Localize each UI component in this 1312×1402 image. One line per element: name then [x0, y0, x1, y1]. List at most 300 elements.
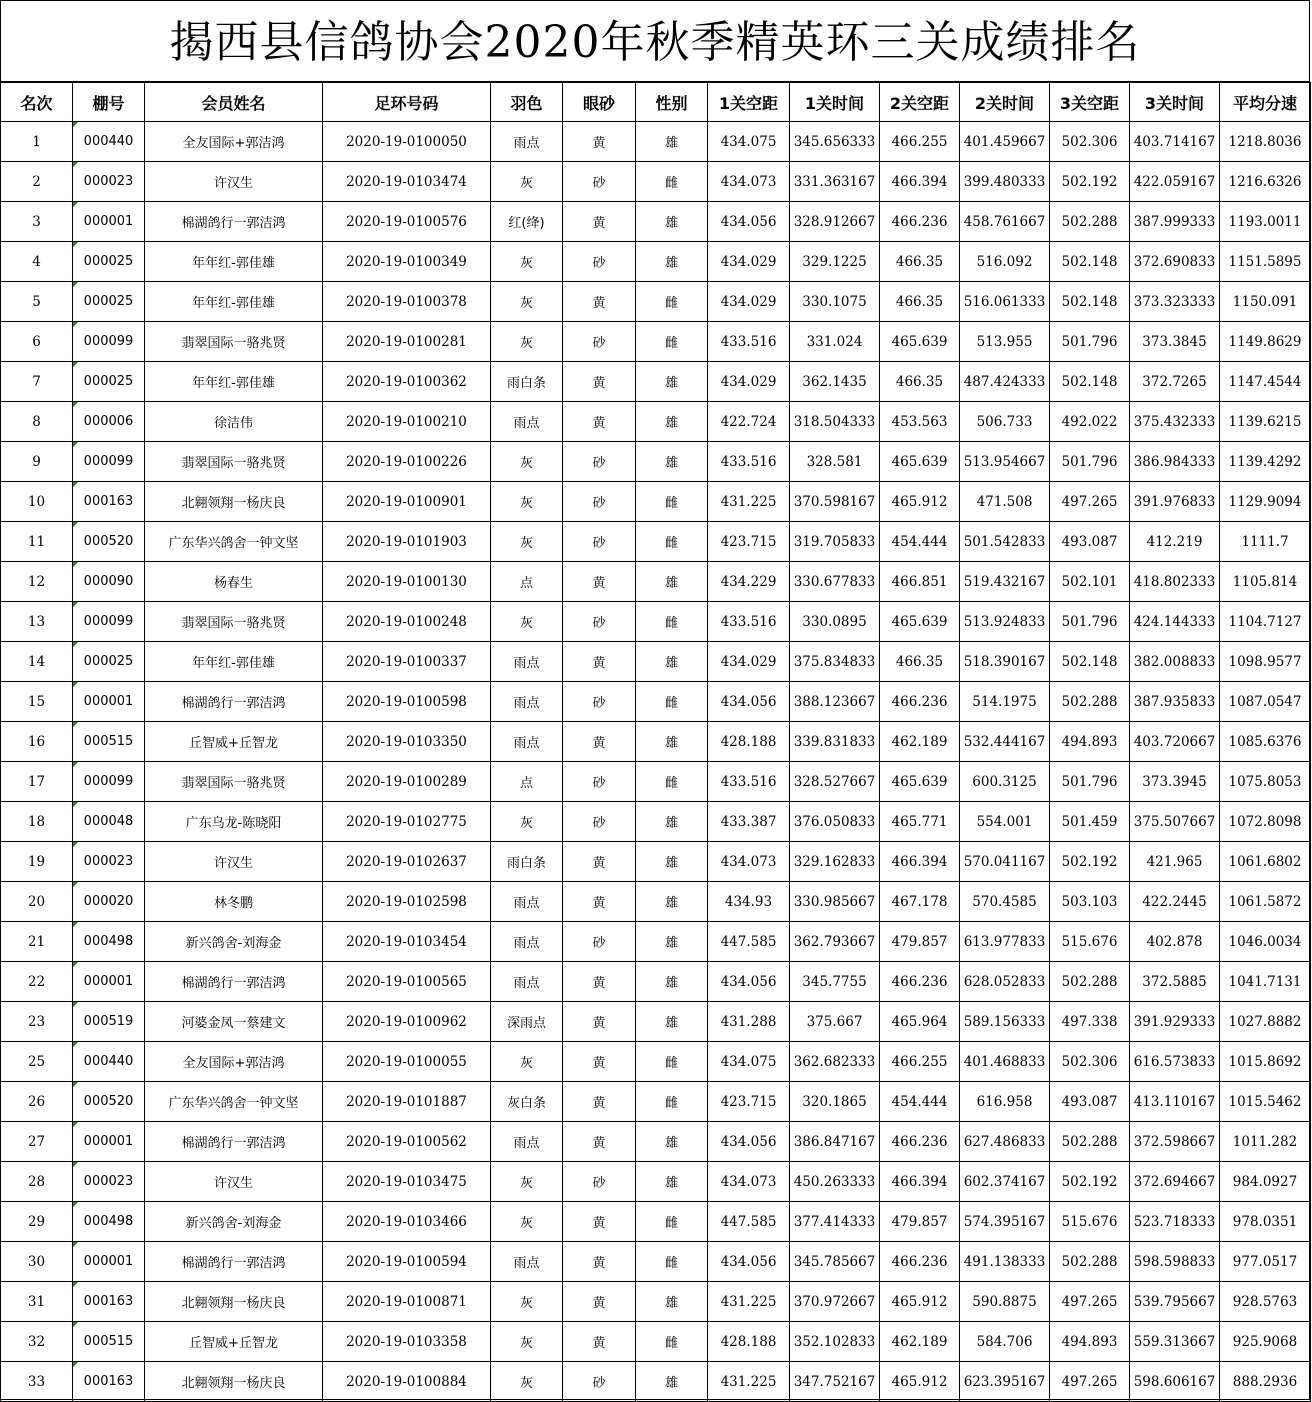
cell-stage1-distance: 433.387 [708, 802, 790, 842]
cell-sex: 雄 [636, 1282, 708, 1322]
cell-feather-color: 灰 [491, 1322, 563, 1362]
cell-eye-sand: 黄 [563, 202, 636, 242]
cell-sex: 雌 [636, 522, 708, 562]
cell-ring-number: 2020-19-0101903 [323, 522, 491, 562]
cell-rank: 17 [1, 762, 73, 802]
cell-sex: 雄 [636, 1362, 708, 1402]
cell-ring-number: 2020-19-0100248 [323, 602, 491, 642]
cell-loft-no: 000023 [73, 1162, 145, 1202]
cell-stage2-distance: 466.236 [880, 202, 960, 242]
table-row [1, 1042, 1311, 1082]
table-row [1, 202, 1311, 242]
cell-stage3-time: 373.3945 [1130, 762, 1220, 802]
table-row [1, 1162, 1311, 1202]
cell-member-name: 北翱领翔一杨庆良 [145, 482, 323, 522]
cell-feather-color: 雨白条 [491, 842, 563, 882]
cell-average-speed: 977.0517 [1220, 1242, 1311, 1282]
table-row [1, 1082, 1311, 1122]
cell-stage2-distance: 465.639 [880, 442, 960, 482]
cell-ring-number: 2020-19-0100337 [323, 642, 491, 682]
cell-stage1-time: 331.363167 [790, 162, 880, 202]
cell-eye-sand: 砂 [563, 522, 636, 562]
cell-stage1-time: 319.705833 [790, 522, 880, 562]
cell-sex: 雌 [636, 322, 708, 362]
column-header-stage2-time: 2关时间 [960, 83, 1050, 122]
cell-average-speed: 888.2936 [1220, 1362, 1311, 1402]
cell-stage3-time: 424.144333 [1130, 602, 1220, 642]
cell-stage2-distance: 466.236 [880, 1242, 960, 1282]
cell-stage3-distance: 502.101 [1050, 562, 1130, 602]
cell-stage2-time: 584.706 [960, 1322, 1050, 1362]
cell-average-speed: 1139.4292 [1220, 442, 1311, 482]
cell-stage1-distance: 447.585 [708, 1202, 790, 1242]
cell-member-name: 许汉生 [145, 842, 323, 882]
cell-stage2-time: 399.480333 [960, 162, 1050, 202]
cell-stage2-time: 501.542833 [960, 522, 1050, 562]
cell-stage3-distance: 502.288 [1050, 682, 1130, 722]
cell-ring-number: 2020-19-0100349 [323, 242, 491, 282]
cell-loft-no: 000520 [73, 522, 145, 562]
cell-stage2-time: 458.761667 [960, 202, 1050, 242]
cell-sex: 雌 [636, 682, 708, 722]
cell-feather-color: 雨点 [491, 122, 563, 162]
table-row [1, 402, 1311, 442]
cell-feather-color: 雨点 [491, 922, 563, 962]
cell-rank: 31 [1, 1282, 73, 1322]
cell-rank: 25 [1, 1042, 73, 1082]
cell-stage1-time: 352.102833 [790, 1322, 880, 1362]
cell-stage3-time: 598.598833 [1130, 1242, 1220, 1282]
cell-loft-no: 000001 [73, 202, 145, 242]
cell-eye-sand: 砂 [563, 682, 636, 722]
column-header-eye-sand: 眼砂 [563, 83, 636, 122]
cell-stage3-distance: 502.306 [1050, 122, 1130, 162]
cell-stage3-time: 382.008833 [1130, 642, 1220, 682]
column-header-stage1-time: 1关时间 [790, 83, 880, 122]
cell-sex: 雌 [636, 1202, 708, 1242]
table-row [1, 1242, 1311, 1282]
cell-member-name: 广东华兴鸽舍一钟文坚 [145, 1082, 323, 1122]
cell-rank: 23 [1, 1002, 73, 1042]
cell-average-speed: 1087.0547 [1220, 682, 1311, 722]
cell-average-speed: 1098.9577 [1220, 642, 1311, 682]
cell-stage2-time: 554.001 [960, 802, 1050, 842]
cell-stage2-distance: 479.857 [880, 1202, 960, 1242]
cell-rank: 3 [1, 202, 73, 242]
cell-ring-number: 2020-19-0103474 [323, 162, 491, 202]
cell-stage3-distance: 497.338 [1050, 1002, 1130, 1042]
cell-rank: 13 [1, 602, 73, 642]
cell-stage3-time: 372.690833 [1130, 242, 1220, 282]
cell-stage1-time: 329.162833 [790, 842, 880, 882]
cell-eye-sand: 黄 [563, 402, 636, 442]
cell-stage1-time: 328.912667 [790, 202, 880, 242]
cell-feather-color: 雨点 [491, 682, 563, 722]
cell-loft-no: 000001 [73, 1122, 145, 1162]
cell-average-speed: 1061.5872 [1220, 882, 1311, 922]
cell-stage2-distance: 466.394 [880, 842, 960, 882]
cell-member-name: 杨春生 [145, 562, 323, 602]
cell-stage3-distance: 501.459 [1050, 802, 1130, 842]
cell-member-name: 河婆金凤一蔡建文 [145, 1002, 323, 1042]
cell-member-name: 林冬鹏 [145, 882, 323, 922]
column-header-stage3-distance: 3关空距 [1050, 83, 1130, 122]
cell-ring-number: 2020-19-0103358 [323, 1322, 491, 1362]
cell-stage3-time: 375.432333 [1130, 402, 1220, 442]
cell-stage3-distance: 502.288 [1050, 962, 1130, 1002]
cell-stage2-distance: 465.771 [880, 802, 960, 842]
cell-ring-number: 2020-19-0100598 [323, 682, 491, 722]
cell-eye-sand: 砂 [563, 242, 636, 282]
cell-stage3-time: 373.323333 [1130, 282, 1220, 322]
cell-ring-number: 2020-19-0100362 [323, 362, 491, 402]
cell-feather-color: 雨白条 [491, 362, 563, 402]
table-row [1, 562, 1311, 602]
cell-feather-color: 灰 [491, 322, 563, 362]
cell-rank: 5 [1, 282, 73, 322]
cell-sex: 雄 [636, 962, 708, 1002]
cell-stage1-distance: 434.029 [708, 362, 790, 402]
cell-average-speed: 928.5763 [1220, 1282, 1311, 1322]
cell-ring-number: 2020-19-0102775 [323, 802, 491, 842]
cell-stage2-time: 602.374167 [960, 1162, 1050, 1202]
cell-loft-no: 000025 [73, 242, 145, 282]
cell-average-speed: 1111.7 [1220, 522, 1311, 562]
table-row [1, 1122, 1311, 1162]
cell-stage3-distance: 493.087 [1050, 522, 1130, 562]
cell-stage2-time: 401.468833 [960, 1042, 1050, 1082]
table-row [1, 722, 1311, 762]
cell-feather-color: 红(绛) [491, 202, 563, 242]
cell-sex: 雄 [636, 402, 708, 442]
cell-rank: 16 [1, 722, 73, 762]
cell-average-speed: 1193.0011 [1220, 202, 1311, 242]
cell-stage1-distance: 422.724 [708, 402, 790, 442]
cell-stage2-distance: 466.35 [880, 362, 960, 402]
cell-rank: 30 [1, 1242, 73, 1282]
cell-eye-sand: 黄 [563, 1282, 636, 1322]
table-row [1, 962, 1311, 1002]
cell-stage2-distance: 462.189 [880, 1322, 960, 1362]
cell-stage3-time: 391.976833 [1130, 482, 1220, 522]
cell-ring-number: 2020-19-0103466 [323, 1202, 491, 1242]
cell-stage3-time: 372.694667 [1130, 1162, 1220, 1202]
cell-member-name: 广东华兴鸽舍一钟文坚 [145, 522, 323, 562]
cell-stage3-time: 598.606167 [1130, 1362, 1220, 1402]
cell-member-name: 翡翠国际一骆兆贤 [145, 442, 323, 482]
cell-loft-no: 000090 [73, 562, 145, 602]
cell-stage1-distance: 434.075 [708, 1042, 790, 1082]
cell-sex: 雄 [636, 242, 708, 282]
cell-average-speed: 1061.6802 [1220, 842, 1311, 882]
cell-rank: 15 [1, 682, 73, 722]
cell-ring-number: 2020-19-0100576 [323, 202, 491, 242]
cell-stage3-distance: 501.796 [1050, 602, 1130, 642]
cell-stage3-distance: 497.265 [1050, 482, 1130, 522]
cell-stage1-time: 318.504333 [790, 402, 880, 442]
cell-stage1-distance: 428.188 [708, 722, 790, 762]
cell-sex: 雄 [636, 202, 708, 242]
cell-ring-number: 2020-19-0100594 [323, 1242, 491, 1282]
cell-feather-color: 灰 [491, 482, 563, 522]
cell-feather-color: 雨点 [491, 962, 563, 1002]
cell-eye-sand: 砂 [563, 1162, 636, 1202]
cell-stage1-time: 370.972667 [790, 1282, 880, 1322]
table-row [1, 1322, 1311, 1362]
cell-ring-number: 2020-19-0100565 [323, 962, 491, 1002]
cell-member-name: 棉湖鸽行一郭洁鸿 [145, 962, 323, 1002]
cell-member-name: 年年红-郭佳雄 [145, 242, 323, 282]
table-row [1, 842, 1311, 882]
cell-stage2-time: 516.061333 [960, 282, 1050, 322]
cell-feather-color: 灰白条 [491, 1082, 563, 1122]
table-row [1, 282, 1311, 322]
cell-rank: 29 [1, 1202, 73, 1242]
table-row [1, 1202, 1311, 1242]
table-row [1, 242, 1311, 282]
cell-rank: 8 [1, 402, 73, 442]
cell-stage2-time: 513.954667 [960, 442, 1050, 482]
cell-stage1-distance: 433.516 [708, 442, 790, 482]
cell-ring-number: 2020-19-0103350 [323, 722, 491, 762]
cell-stage1-distance: 434.073 [708, 162, 790, 202]
cell-stage1-time: 331.024 [790, 322, 880, 362]
cell-loft-no: 000440 [73, 1042, 145, 1082]
table-row [1, 882, 1311, 922]
cell-stage3-distance: 502.306 [1050, 1042, 1130, 1082]
cell-stage2-time: 589.156333 [960, 1002, 1050, 1042]
cell-rank: 21 [1, 922, 73, 962]
cell-loft-no: 000023 [73, 842, 145, 882]
cell-average-speed: 1075.8053 [1220, 762, 1311, 802]
cell-stage2-distance: 465.639 [880, 322, 960, 362]
cell-eye-sand: 黄 [563, 562, 636, 602]
cell-stage3-distance: 502.148 [1050, 282, 1130, 322]
cell-rank: 6 [1, 322, 73, 362]
cell-stage2-distance: 479.857 [880, 922, 960, 962]
cell-sex: 雄 [636, 1162, 708, 1202]
cell-stage2-distance: 466.35 [880, 242, 960, 282]
table-row [1, 322, 1311, 362]
cell-stage2-distance: 466.394 [880, 1162, 960, 1202]
cell-ring-number: 2020-19-0100871 [323, 1282, 491, 1322]
cell-rank: 12 [1, 562, 73, 602]
cell-feather-color: 灰 [491, 602, 563, 642]
column-header-stage1-distance: 1关空距 [708, 83, 790, 122]
cell-member-name: 许汉生 [145, 1162, 323, 1202]
cell-stage2-time: 401.459667 [960, 122, 1050, 162]
cell-stage1-time: 376.050833 [790, 802, 880, 842]
cell-rank: 7 [1, 362, 73, 402]
column-header-rank: 名次 [1, 83, 73, 122]
cell-ring-number: 2020-19-0100210 [323, 402, 491, 442]
cell-average-speed: 1105.814 [1220, 562, 1311, 602]
cell-loft-no: 000440 [73, 122, 145, 162]
cell-stage2-distance: 465.639 [880, 762, 960, 802]
cell-stage1-time: 329.1225 [790, 242, 880, 282]
cell-stage3-distance: 502.148 [1050, 642, 1130, 682]
cell-feather-color: 灰 [491, 162, 563, 202]
cell-stage1-distance: 434.056 [708, 682, 790, 722]
cell-stage3-distance: 515.676 [1050, 922, 1130, 962]
cell-loft-no: 000025 [73, 642, 145, 682]
cell-member-name: 年年红-郭佳雄 [145, 642, 323, 682]
cell-stage3-distance: 502.148 [1050, 362, 1130, 402]
cell-stage1-time: 345.7755 [790, 962, 880, 1002]
cell-ring-number: 2020-19-0100289 [323, 762, 491, 802]
cell-member-name: 全友国际+郭洁鸿 [145, 122, 323, 162]
cell-stage1-distance: 434.229 [708, 562, 790, 602]
cell-ring-number: 2020-19-0101887 [323, 1082, 491, 1122]
cell-sex: 雄 [636, 882, 708, 922]
cell-rank: 28 [1, 1162, 73, 1202]
cell-feather-color: 深雨点 [491, 1002, 563, 1042]
cell-average-speed: 978.0351 [1220, 1202, 1311, 1242]
table-row [1, 602, 1311, 642]
cell-stage2-distance: 465.912 [880, 1282, 960, 1322]
cell-member-name: 丘智威+丘智龙 [145, 722, 323, 762]
cell-stage1-distance: 431.225 [708, 1362, 790, 1402]
cell-stage3-distance: 494.893 [1050, 1322, 1130, 1362]
table-row [1, 1002, 1311, 1042]
cell-stage3-distance: 502.288 [1050, 202, 1130, 242]
results-table [0, 82, 1311, 1402]
cell-feather-color: 雨点 [491, 1122, 563, 1162]
cell-stage2-time: 506.733 [960, 402, 1050, 442]
table-row [1, 522, 1311, 562]
cell-stage1-distance: 434.073 [708, 842, 790, 882]
cell-stage2-time: 574.395167 [960, 1202, 1050, 1242]
cell-stage3-time: 372.5885 [1130, 962, 1220, 1002]
cell-eye-sand: 黄 [563, 722, 636, 762]
cell-stage1-time: 345.656333 [790, 122, 880, 162]
cell-loft-no: 000020 [73, 882, 145, 922]
cell-stage2-distance: 454.444 [880, 1082, 960, 1122]
cell-stage2-distance: 466.35 [880, 282, 960, 322]
cell-loft-no: 000099 [73, 322, 145, 362]
cell-eye-sand: 砂 [563, 482, 636, 522]
cell-ring-number: 2020-19-0100055 [323, 1042, 491, 1082]
cell-stage1-time: 328.527667 [790, 762, 880, 802]
cell-member-name: 丘智威+丘智龙 [145, 1322, 323, 1362]
cell-stage3-distance: 502.192 [1050, 162, 1130, 202]
cell-stage1-time: 330.985667 [790, 882, 880, 922]
cell-rank: 22 [1, 962, 73, 1002]
cell-feather-color: 灰 [491, 1162, 563, 1202]
cell-stage3-time: 616.573833 [1130, 1042, 1220, 1082]
cell-stage3-time: 375.507667 [1130, 802, 1220, 842]
cell-ring-number: 2020-19-0103475 [323, 1162, 491, 1202]
cell-stage1-time: 450.263333 [790, 1162, 880, 1202]
cell-sex: 雄 [636, 1122, 708, 1162]
cell-eye-sand: 砂 [563, 922, 636, 962]
cell-eye-sand: 砂 [563, 602, 636, 642]
column-header-ring-number: 足环号码 [323, 83, 491, 122]
cell-stage3-distance: 492.022 [1050, 402, 1130, 442]
table-row [1, 682, 1311, 722]
cell-eye-sand: 黄 [563, 1122, 636, 1162]
cell-rank: 10 [1, 482, 73, 522]
cell-eye-sand: 砂 [563, 442, 636, 482]
cell-stage3-time: 373.3845 [1130, 322, 1220, 362]
cell-eye-sand: 黄 [563, 642, 636, 682]
cell-stage1-time: 330.1075 [790, 282, 880, 322]
cell-stage1-distance: 447.585 [708, 922, 790, 962]
cell-average-speed: 1151.5895 [1220, 242, 1311, 282]
cell-loft-no: 000001 [73, 682, 145, 722]
cell-sex: 雌 [636, 1042, 708, 1082]
cell-stage1-time: 347.752167 [790, 1362, 880, 1402]
cell-member-name: 棉湖鸽行一郭洁鸿 [145, 682, 323, 722]
cell-stage3-time: 387.999333 [1130, 202, 1220, 242]
cell-eye-sand: 黄 [563, 1002, 636, 1042]
cell-stage1-time: 330.677833 [790, 562, 880, 602]
cell-average-speed: 1015.5462 [1220, 1082, 1311, 1122]
cell-member-name: 新兴鸽舍-刘海金 [145, 922, 323, 962]
cell-eye-sand: 黄 [563, 282, 636, 322]
cell-stage1-distance: 434.056 [708, 202, 790, 242]
cell-loft-no: 000006 [73, 402, 145, 442]
cell-average-speed: 1218.8036 [1220, 122, 1311, 162]
cell-member-name: 徐洁伟 [145, 402, 323, 442]
cell-eye-sand: 黄 [563, 1042, 636, 1082]
cell-stage2-time: 623.395167 [960, 1362, 1050, 1402]
cell-average-speed: 1216.6326 [1220, 162, 1311, 202]
cell-stage3-time: 418.802333 [1130, 562, 1220, 602]
cell-average-speed: 1147.4544 [1220, 362, 1311, 402]
cell-loft-no: 000163 [73, 1282, 145, 1322]
cell-loft-no: 000099 [73, 602, 145, 642]
cell-sex: 雄 [636, 642, 708, 682]
cell-eye-sand: 黄 [563, 1202, 636, 1242]
cell-stage1-distance: 431.225 [708, 1282, 790, 1322]
column-header-stage3-time: 3关时间 [1130, 83, 1220, 122]
cell-stage1-time: 330.0895 [790, 602, 880, 642]
cell-ring-number: 2020-19-0100130 [323, 562, 491, 602]
cell-loft-no: 000515 [73, 1322, 145, 1362]
cell-eye-sand: 黄 [563, 1082, 636, 1122]
table-row [1, 1362, 1311, 1402]
table-row [1, 162, 1311, 202]
cell-stage1-distance: 434.029 [708, 282, 790, 322]
cell-ring-number: 2020-19-0100281 [323, 322, 491, 362]
cell-loft-no: 000498 [73, 1202, 145, 1242]
cell-stage2-time: 532.444167 [960, 722, 1050, 762]
cell-average-speed: 1149.8629 [1220, 322, 1311, 362]
cell-stage2-time: 516.092 [960, 242, 1050, 282]
table-row [1, 482, 1311, 522]
page-title: 揭西县信鸽协会2020年秋季精英环三关成绩排名 [1, 1, 1309, 82]
cell-stage2-time: 487.424333 [960, 362, 1050, 402]
cell-sex: 雄 [636, 362, 708, 402]
cell-stage2-time: 600.3125 [960, 762, 1050, 802]
cell-loft-no: 000048 [73, 802, 145, 842]
cell-stage2-distance: 466.255 [880, 122, 960, 162]
cell-stage2-time: 514.1975 [960, 682, 1050, 722]
cell-loft-no: 000023 [73, 162, 145, 202]
cell-eye-sand: 黄 [563, 882, 636, 922]
cell-stage1-distance: 433.516 [708, 602, 790, 642]
column-header-average-speed: 平均分速 [1220, 83, 1311, 122]
cell-rank: 2 [1, 162, 73, 202]
cell-member-name: 翡翠国际一骆兆贤 [145, 762, 323, 802]
cell-rank: 27 [1, 1122, 73, 1162]
cell-stage3-distance: 494.893 [1050, 722, 1130, 762]
cell-stage2-time: 616.958 [960, 1082, 1050, 1122]
cell-average-speed: 1027.8882 [1220, 1002, 1311, 1042]
cell-loft-no: 000001 [73, 1242, 145, 1282]
cell-stage3-time: 422.2445 [1130, 882, 1220, 922]
